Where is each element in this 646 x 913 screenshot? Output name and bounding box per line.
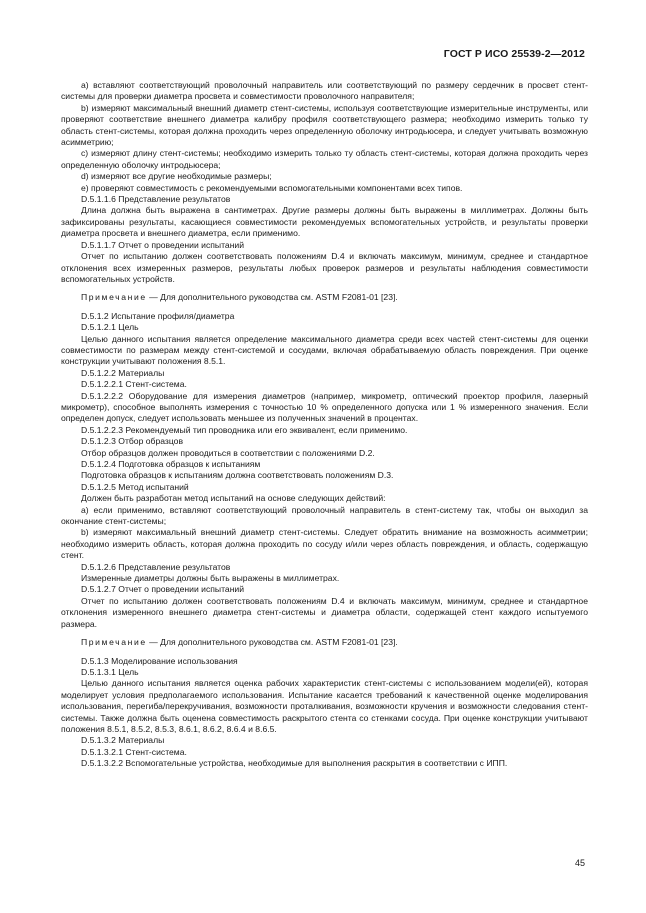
body-paragraph: a) если применимо, вставляют соответствующий проволочный направитель в стент-систему так, чтобы он выходил за окончание стент-системы; (61, 504, 588, 527)
body-paragraph: D.5.1.1.7 Отчет о проведении испытаний (81, 239, 245, 250)
body-paragraph: D.5.1.2.4 Подготовка образцов к испытаниям (81, 459, 261, 469)
body-paragraph: D.5.1.2.6 Представление результатов (81, 561, 231, 572)
body-paragraph: D.5.1.2.2 Материалы (81, 367, 165, 378)
note-label: Примечание (81, 637, 147, 648)
body-paragraph: D.5.1.3.2.2 Вспомогательные устройства, необходимые для выполнения раскрытия в соответствии с ИПП. (81, 758, 508, 769)
note-paragraph (61, 292, 588, 303)
body-paragraph: D.5.1.3.1 Цель (81, 666, 139, 677)
body-paragraph: Отчет по испытанию должен соответствовать положениям D.4 и включать максимум, минимум, среднее и стандартное отклонения всех измеренных размеров, результаты любых проверок размеров и результаты наблюдения совместимости вспомогательных устройств. (61, 251, 588, 284)
body-paragraph: D.5.1.3.2.1 Стент-система. (81, 746, 187, 757)
page-number: 45 (574, 858, 585, 868)
body-paragraph: d) измеряют все другие необходимые размеры; (81, 171, 272, 182)
note-paragraph (61, 637, 588, 648)
body-paragraph: b) измеряют максимальный внешний диаметр стент-системы. Следует обратить внимание на возможность асимметрии; необходимо измерить область, которая должна проходить по сосуду и/или через область повреждения, и область, содержащую стент. (61, 527, 588, 561)
body-paragraph: Целью данного испытания является определение максимального диаметра среди всех частей стент-системы для оценки совместимости по размерам между стент-системой и сосудами, включая обрабатываемую область повреждения. При оценке конструкции учитывают положения 8.5.1. (61, 333, 588, 367)
note-text: — Для дополнительного руководства см. ASTM F2081-01 [23]. (146, 637, 398, 648)
body-paragraph: D.5.1.3 Моделирование использования (81, 655, 238, 666)
body-paragraph: D.5.1.2.2.1 Стент-система. (81, 379, 187, 390)
body-paragraph: D.5.1.3.2 Материалы (81, 735, 165, 746)
body-paragraph: D.5.1.2.5 Метод испытаний (81, 481, 189, 492)
body-paragraph: a) вставляют соответствующий проволочный направитель или соответствующий по размеру сердечник в просвет стент-системы для проверки диаметра просвета и совместимости проволочного направителя; (61, 80, 588, 102)
body-paragraph: Должен быть разработан метод испытаний на основе следующих действий: (81, 493, 386, 504)
body-paragraph: D.5.1.2.2.3 Рекомендуемый тип проводника или его эквивалент, если применимо. (81, 424, 408, 435)
body-paragraph: Измеренные диаметры должны быть выражены в миллиметрах. (81, 573, 340, 584)
body-paragraph: Подготовка образцов к испытаниям должна соответствовать положениям D.3. (81, 470, 394, 481)
body-paragraph: D.5.1.2.7 Отчет о проведении испытаний (81, 584, 245, 595)
body-paragraph: D.5.1.2 Испытание профиля/диаметра (81, 310, 235, 321)
note-label: Примечание (81, 292, 147, 303)
body-paragraph: Отбор образцов должен проводиться в соответствии с положениями D.2. (81, 447, 375, 458)
document-body (61, 80, 588, 770)
body-paragraph: Отчет по испытанию должен соответствовать положениям D.4 и включать максимум, минимум, среднее и стандартное отклонения измеренного внешнего диаметра стент-системы и диаметра области, содержащей стент каждого испытуемого размера. (61, 595, 588, 629)
body-paragraph: D.5.1.2.3 Отбор образцов (81, 436, 184, 447)
body-paragraph: c) измеряют длину стент-системы; необходимо измерить только ту область стент-системы, которая должна проходить через определенную оболочку интродьюсера; (61, 148, 588, 170)
body-paragraph: D.5.1.1.6 Представление результатов (81, 194, 231, 205)
body-paragraph: Длина должна быть выражена в сантиметрах. Другие размеры должны быть выражены в миллиметрах. Должны быть зафиксированы результаты, касающиеся совместимости рекомендуемых вспомогательных устройств, и результаты проверки диаметра просвета и внешнего диаметра, если применимо. (61, 205, 588, 239)
note-text: — Для дополнительного руководства см. ASTM F2081-01 [23]. (146, 292, 398, 303)
standard-header: ГОСТ Р ИСО 25539-2—2012 (443, 48, 585, 60)
body-paragraph: D.5.1.2.2.2 Оборудование для измерения диаметров (например, микрометр, оптический проектор профиля, лазерный микрометр), способное выполнять измерения с точностью 10 % определенного допуска или 1 % измеренного значения. Если определен допуск, следует использовать меньшее из полученных значений в процентах. (61, 390, 588, 424)
body-paragraph: Целью данного испытания является оценка рабочих характеристик стент-системы с использованием модели(ей), которая моделирует условия предполагаемого использования. Испытание касается требований к качественной оценке моделирования использования, перегиба/перекручивания, возможности проталкивания, возможности кручения и возможности следования стент-системы. Также должна быть оценена совместимость раскрытого стента со стенками сосуда. При оценке конструкции учитывают положения 8.5.1, 8.5.2, 8.5.3, 8.6.1, 8.6.2, 8.6.4 и 8.6.5. (61, 678, 588, 734)
body-paragraph: b) измеряют максимальный внешний диаметр стент-системы, используя соответствующие измерительные инструменты, или проверяют соответствие внешнего диаметра калибру профиля соответствующего размера; необходимо измерить только ту область стент-системы, которая должна проходить через определенную оболочку интродьюсера, и следует учитывать возможную асимметрию; (61, 102, 588, 148)
body-paragraph: e) проверяют совместимость с рекомендуемыми вспомогательными компонентами всех типов. (81, 182, 463, 193)
body-paragraph: D.5.1.2.1 Цель (81, 322, 139, 333)
